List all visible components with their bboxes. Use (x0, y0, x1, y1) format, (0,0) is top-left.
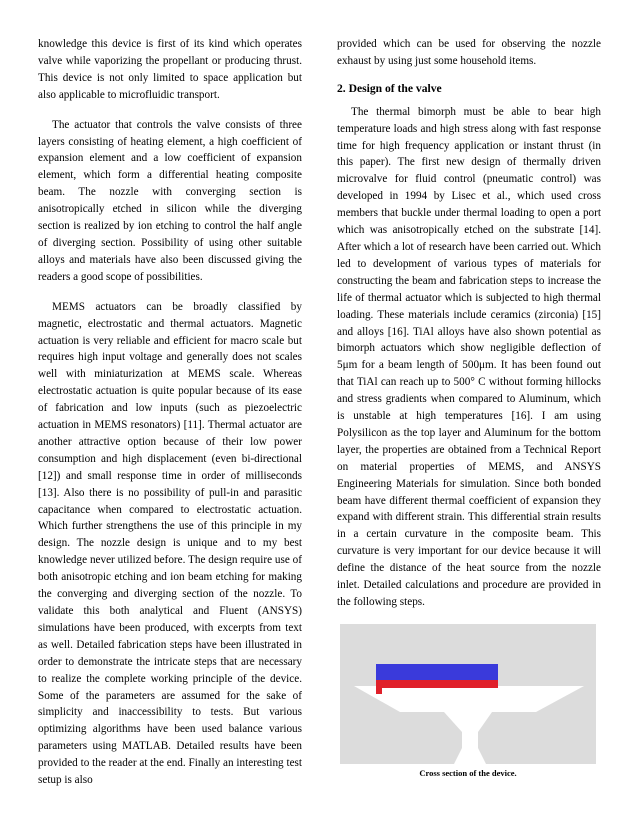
figure-caption: Cross section of the device. (419, 768, 517, 778)
paragraph-valve-design: The thermal bimorph must be able to bear high temperature loads and high stress along with fast response time for high frequency application or instant thrust (in this paper). The first new design of thermally driven microvalve for fluid control (pneumatic control) was developed in 1994 by Lisec et al., which used cross members that buckle under thermal loading to open a port which was anisotropically etched on the substrate [14]. After which a lot of research have been carried out. Which led to development of various types of materials for constructing the beam and fabrication steps to increase the life of thermal actuator which is subjected to high thermal loading. These materials include ceramics (zirconia) [15] and alloys [16]. TiAl alloys have also shown potential as bimorph actuators which show negligible deflection of 5μm for a beam length of 500μm. It has been found out that TiAl can reach up to 500° C without forming hillocks and stress gradients when compared to Aluminum, which is unstable at high temperatures [16]. I am using Polysilicon as the top layer and Aluminum for the bottom layer, the properties are obtained from a Technical Report on material properties of MEMS, and ANSYS Engineering Materials for simulation. Since both bonded beam have different thermal coefficient of expansion they expand with different strain. This differential strain results in a certain curvature in the composite beam. This curvature is very important for our device because it will define the distance of the heat source from the nozzle inlet. Detailed calculations and procedure are provided in the following steps. (337, 105, 601, 608)
cross-section-figure (340, 624, 596, 764)
paragraph-actuator: The actuator that controls the valve consists of three layers consisting of heating element, a high coefficient of expansion element and a low coefficient of expansion element, which form a differential heating composite beam. The nozzle with converging section is anisotropically etched in silicon while the diverging section is realized by ion etching to control the half angle of diverging section. Possibility of using other suitable alloys and materials have also been discussed giving the readers a good scope of possibilities. (38, 118, 302, 283)
left-column (38, 36, 302, 789)
paragraph-intro-continuation: knowledge this device is first of its kind which operates valve while vaporizing the propellant or producing thrust. This device is not only limited to space application but also applicable to microfluidic transport. (38, 38, 302, 101)
paragraph-continuation: provided which can be used for observing the nozzle exhaust by using just some household items. (337, 38, 601, 67)
aluminum-anchor (376, 688, 382, 694)
right-column (337, 36, 601, 611)
aluminum-layer (376, 680, 498, 688)
polysilicon-layer (376, 664, 498, 680)
section-heading: 2. Design of the valve (337, 81, 442, 95)
paragraph-mems-actuators: MEMS actuators can be broadly classified by magnetic, electrostatic and thermal actuators. Magnetic actuation is very reliable and efficient for macro scale but requires high input voltage and generally does not scales well with miniaturization at MEMS scale. Whereas electrostatic actuation is quite popular because of its ease of fabrication and low inputs (such as piezoelectric actuation in MEMS resonators) [11]. Thermal actuator are another attractive option because of their low power consumption and high displacement (even bi-directional [12]) and small response time in order of milliseconds [13]. Also there is no possibility of pull-in and parasitic capacitance when compared to electrostatic actuation. Which further strengthens the use of this principle in my design. The nozzle design is unique and to my best knowledge never utilized before. The design require use of both anisotropic etching and ion beam etching for making the converging and diverging section of the nozzle. To validate this both analytical and Fluent (ANSYS) simulations have been produced, with excerpts from text as well. Detailed fabrication steps have been illustrated in order to demonstrate the intricate steps that are necessary to realize the complete working principle of the device. Some of the parameters are assumed for the sake of simplicity and inaccessibility to tests. But various optimizing algorithms have been used balance various parameters using MATLAB. Detailed results have been provided to the reader at the end. Finally an interesting test setup is also (38, 300, 302, 787)
